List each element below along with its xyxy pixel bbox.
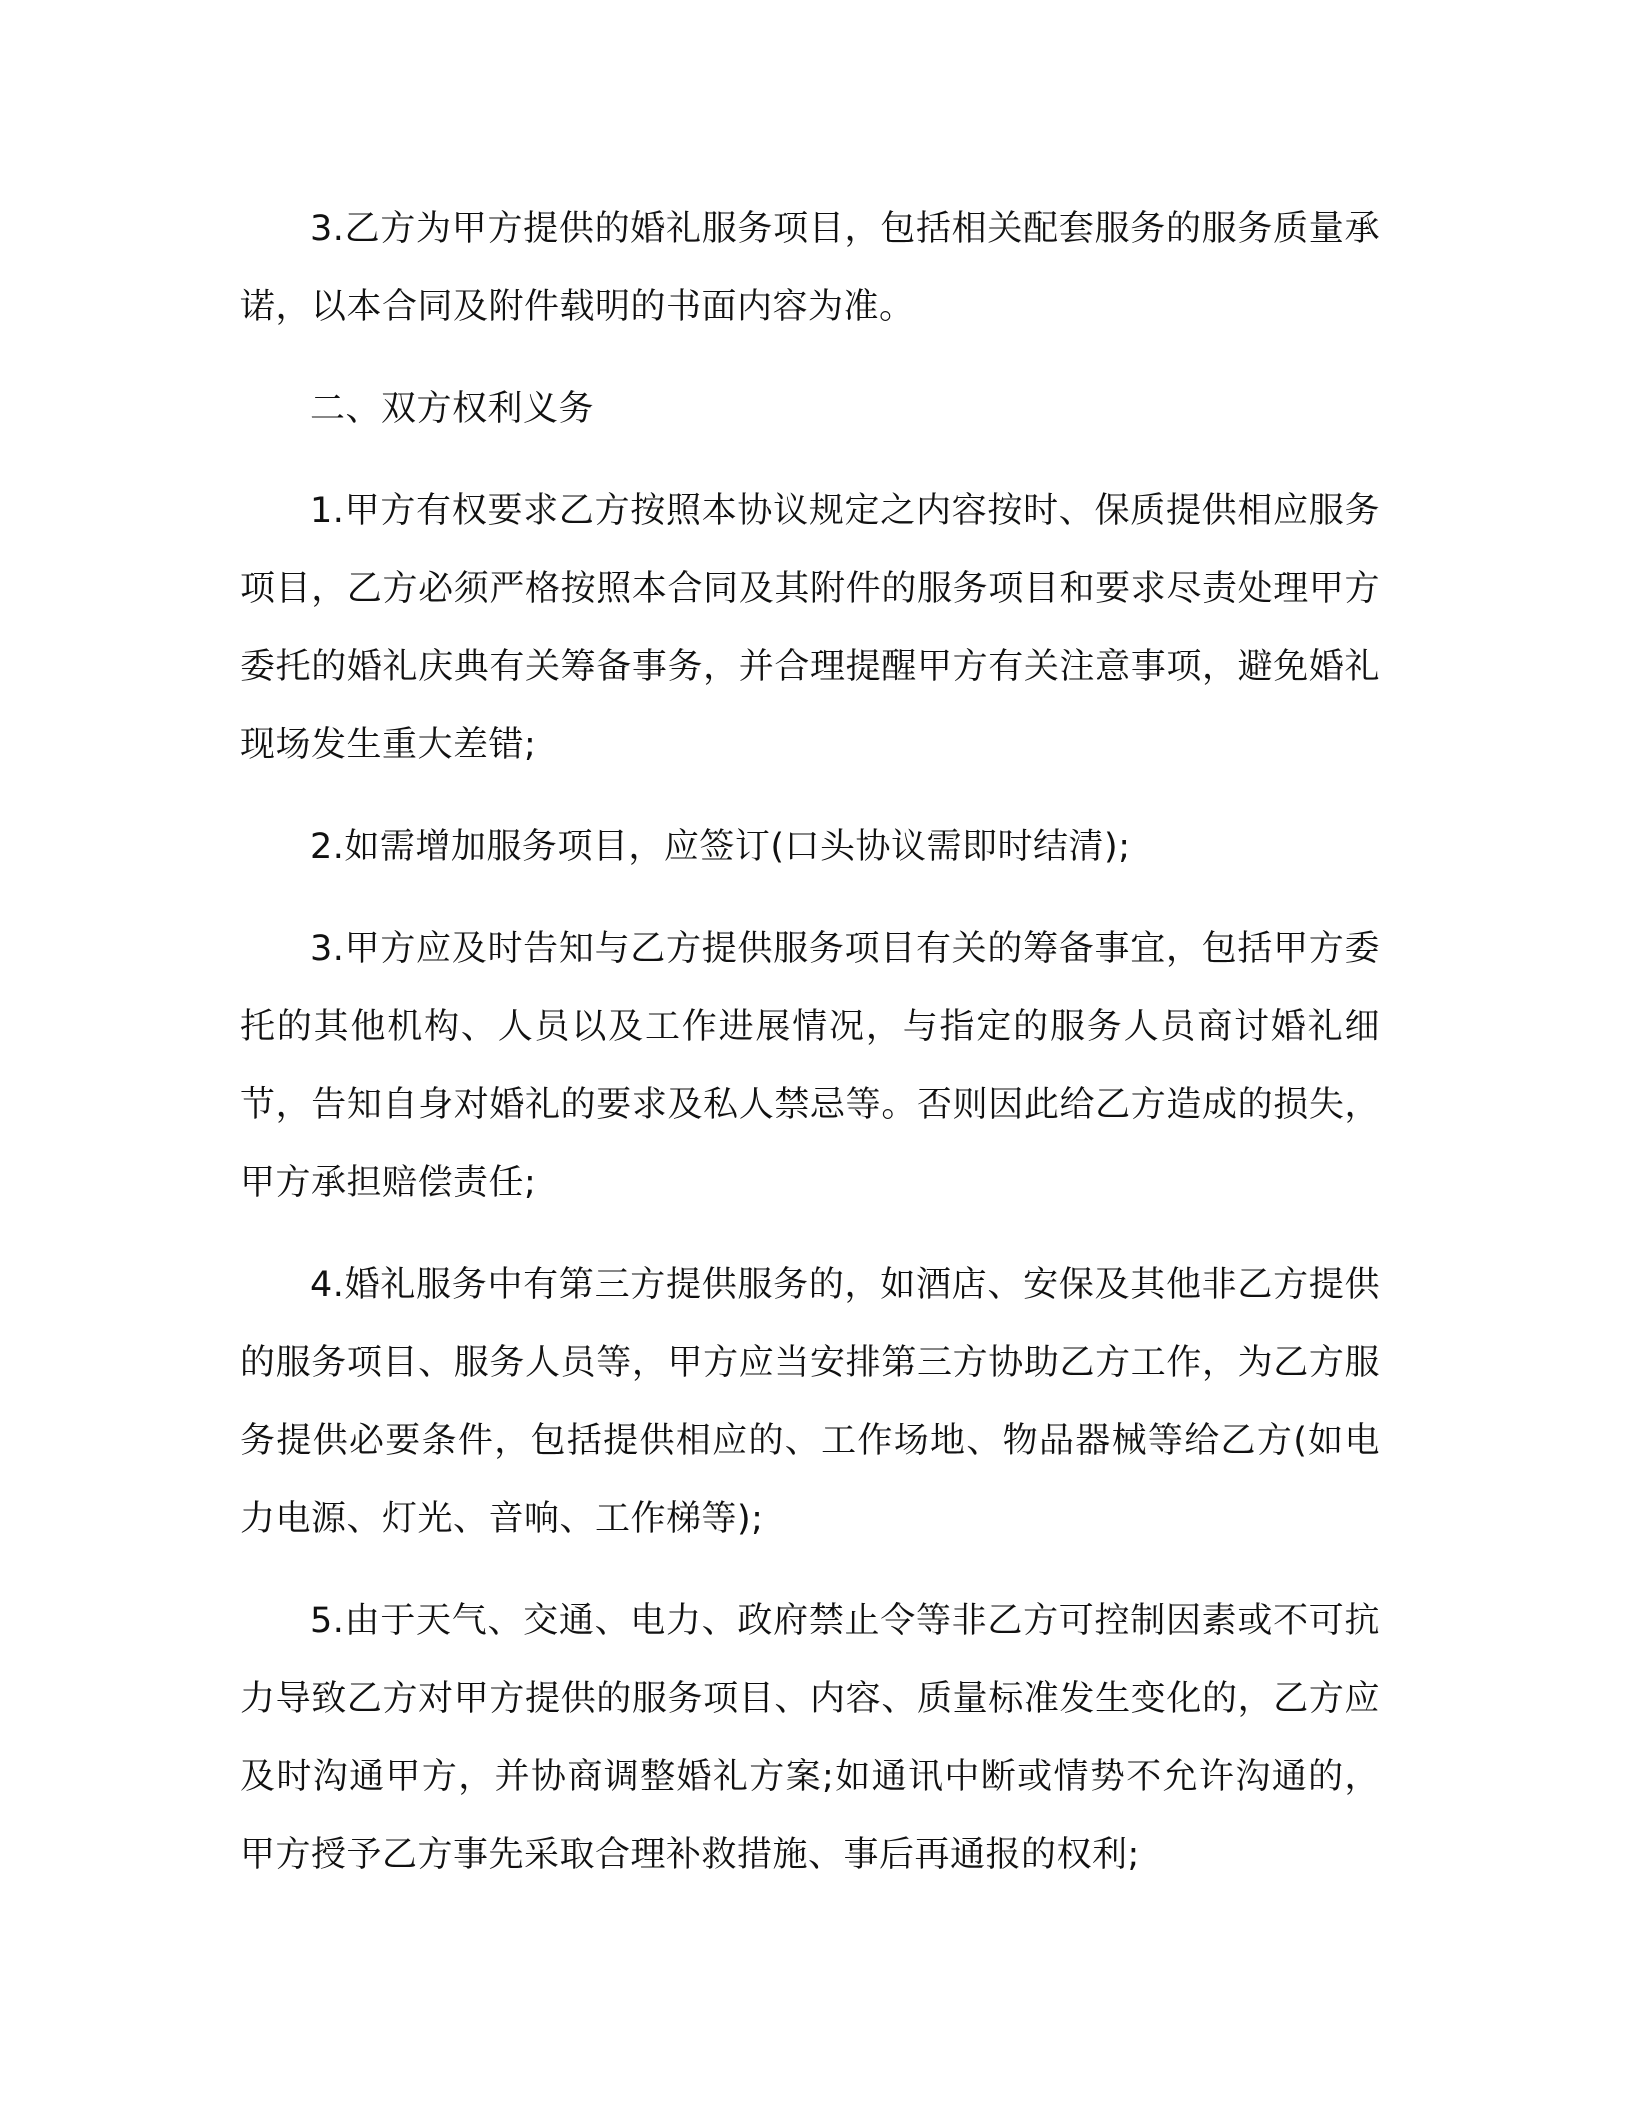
clause-3: 3.甲方应及时告知与乙方提供服务项目有关的筹备事宜，包括甲方委托的其他机构、人员以及工作进展情况，与指定的服务人员商讨婚礼细节，告知自身对婚礼的要求及私人禁忌等。否则因此给乙方造成的损失，甲方承担赔偿责任; <box>240 929 1380 1203</box>
clause-1: 1.甲方有权要求乙方按照本协议规定之内容按时、保质提供相应服务项目，乙方必须严格按照本合同及其附件的服务项目和要求尽责处理甲方委托的婚礼庆典有关筹备事务，并合理提醒甲方有关注意事项，避免婚礼现场发生重大差错; <box>240 491 1380 765</box>
clause-service-quality: 3.乙方为甲方提供的婚礼服务项目，包括相关配套服务的服务质量承诺，以本合同及附件载明的书面内容为准。 <box>240 209 1380 327</box>
clause-2: 2.如需增加服务项目，应签订(口头协议需即时结清); <box>310 827 1131 867</box>
clause-5: 5.由于天气、交通、电力、政府禁止令等非乙方可控制因素或不可抗力导致乙方对甲方提供的服务项目、内容、质量标准发生变化的，乙方应及时沟通甲方，并协商调整婚礼方案;如通讯中断或情势不允许沟通的，甲方授予乙方事先采取合理补救措施、事后再通报的权利; <box>240 1601 1380 1875</box>
document-page <box>240 190 1380 1918</box>
clause-4: 4.婚礼服务中有第三方提供服务的，如酒店、安保及其他非乙方提供的服务项目、服务人员等，甲方应当安排第三方协助乙方工作，为乙方服务提供必要条件，包括提供相应的、工作场地、物品器械等给乙方(如电力电源、灯光、音响、工作梯等); <box>240 1265 1380 1539</box>
section-heading-rights-obligations: 二、双方权利义务 <box>310 389 595 429</box>
